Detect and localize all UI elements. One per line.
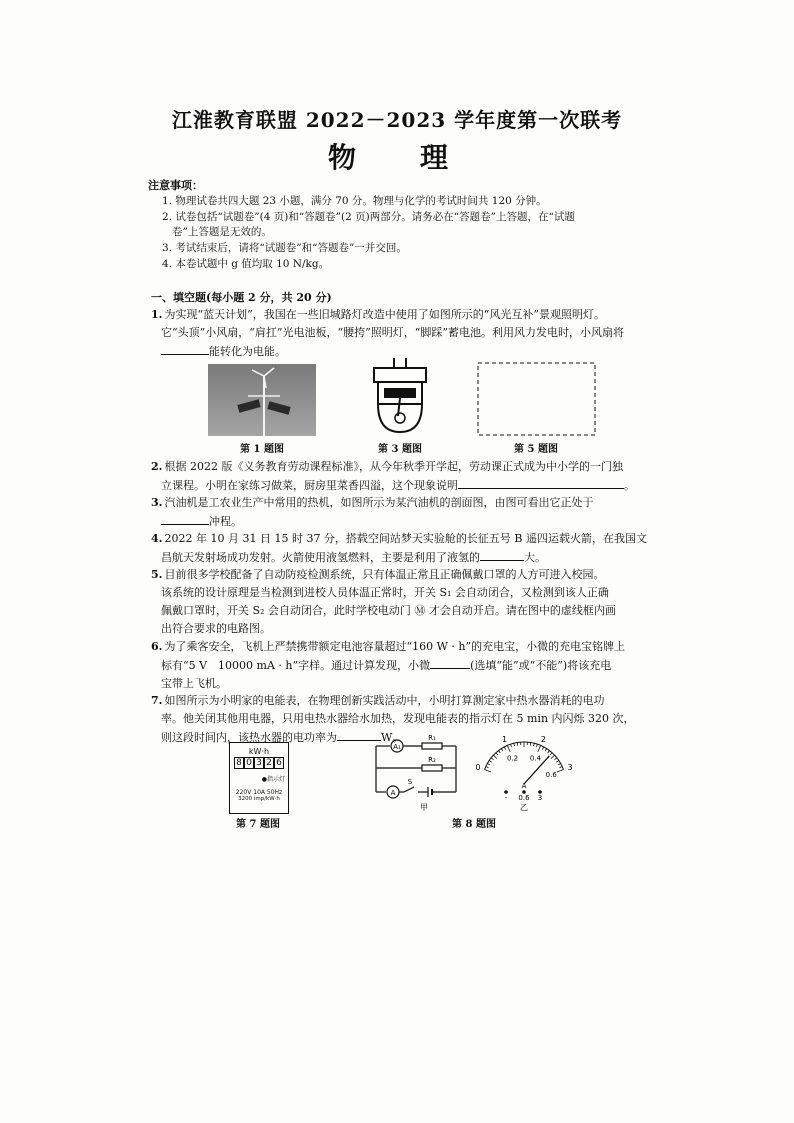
note-item: 卷”上答题是无效的。 [172,226,272,238]
question-text: 它“头顶”小风扇，“肩扛”光电池板，“腰挎”照明灯，“脚踩”蓄电池。利用风力发电时，小风扇将 [161,326,624,339]
ammeter-top-scale-label: 1 [502,735,508,745]
meter-digit: 3 [254,757,264,769]
question-5 [151,566,661,638]
ammeter-tick [491,758,493,760]
question-6 [151,638,661,693]
ammeter-tick [511,744,512,747]
question-number: 5. [151,568,163,581]
ammeter-bottom-scale-label: 0.6 [545,771,557,780]
meter-indicator-label: ●指示灯 [261,776,285,783]
terminal-dot [538,790,542,794]
notes-heading: 注意事项： [148,179,203,192]
meter-digit: 0 [244,757,254,769]
question-text: 冲程。 [209,515,242,528]
ammeter-tick [550,753,552,755]
ammeter-yi-label: 乙 [520,803,528,812]
question-text: 2022 年 10 月 31 日 15 时 37 分，搭载空间站梦天实验舱的长征五号 B 遥四运载火箭，在我国文 [164,532,648,545]
ammeter-tick [533,743,534,746]
ammeter-tick [514,743,515,746]
ammeter-bottom-scale-label: 0.4 [529,754,542,763]
switch-label: S [407,778,413,786]
meter-digit: 2 [264,757,274,769]
ammeter-tick [507,745,510,751]
question-number: 6. [151,640,163,653]
ammeter-tick [542,747,543,750]
subject-title: 物 理 [327,141,466,174]
meter-display [230,757,288,769]
question-text: 能转化为电能。 [209,345,286,358]
question-3 [151,494,661,531]
question-text: 宝带上飞机。 [161,677,227,690]
ammeter-scale [475,735,572,779]
terminal-label: 3 [537,794,543,802]
question-text: 目前很多学校配备了自动防疫检测系统，只有体温正常且正确佩戴口罩的人方可进入校园。 [164,568,605,581]
question-text: 该系统的设计原理是当检测到进校人员体温正常时，开关 S₁ 会自动闭合，又检测到该人正确 [161,586,609,599]
question-number: 7. [151,694,163,707]
meter-unit: kW·h [248,747,270,756]
question-text: W。 [381,731,404,744]
question-text: 大。 [524,551,546,564]
question-4 [151,530,661,567]
street-light-photo [208,364,316,436]
meter-digit: 6 [274,757,284,769]
circuit-drawing-box[interactable] [477,362,597,438]
question-text: 根据 2022 版《义务教育劳动课程标准》，从今年秋季开学起，劳动课正式成为中小学的一门独 [164,460,623,473]
meter-digit: 8 [234,757,244,769]
question-text: 佩戴口罩时，开关 S₂ 会自动闭合，此时学校电动门 Ⓜ 才会自动开启。请在图中的虚线框内画 [161,604,616,617]
figure-1-caption: 第 1 题图 [240,444,284,455]
ammeter-tick [487,763,490,764]
terminal-label: - [504,794,508,802]
ammeter-tick [557,770,564,772]
ammeter-tick [548,751,550,753]
ammeter-tick [556,761,558,763]
note-item: 1. 物理试卷共四大题 23 小题，满分 70 分。物理与化学的考试时间共 120 分钟。 [162,195,547,207]
question-text: 为了乘客安全，飞机上严禁携带额定电池容量超过“160 W · h”的充电宝，小微的充电宝铭牌上 [164,640,626,653]
exam-title: 江淮教育联盟 2022－2023 学年度第一次联考 [171,108,623,132]
ammeter-a1-label: A₁ [393,743,401,751]
question-text: 如图所示为小明家的电能表，在物理创新实践活动中，小明打算测定家中热水器消耗的电功 [164,694,605,707]
question-text: 立课程。小明在家练习做菜，厨房里菜香四溢，这个现象说明 [161,479,458,492]
question-number: 4. [151,532,163,545]
terminal-dot [522,790,526,794]
note-item: 3. 考试结束后，请将“试题卷”和“答题卷”一并交回。 [162,242,407,254]
ammeter-top-scale-label: 0 [475,763,481,773]
ammeter-tick [504,747,505,750]
question-text: 标有“5 V 10000 mA · h”字样。通过计算发现，小微 [161,659,431,672]
figure-7-caption: 第 7 题图 [236,819,280,830]
resistor-r1-label: R₁ [428,734,436,742]
section-heading: 一、填空题(每小题 2 分，共 20 分) [151,291,332,304]
answer-blank[interactable] [430,656,470,669]
answer-blank[interactable] [480,548,524,561]
ammeter-unit: A [521,782,527,790]
ammeter-tick [485,770,492,772]
question-number: 1. [151,308,163,321]
ammeter-tick [499,751,501,753]
ammeter-top-scale-label: 3 [567,763,573,773]
terminal-dot [504,790,508,794]
engine-cross-section-figure [364,358,436,436]
ammeter-tick [559,766,562,767]
ammeter-tick [493,755,497,758]
note-item: 4. 本卷试题中 g 值均取 10 N/kg。 [162,258,330,270]
ammeter-top-scale-label: 2 [540,735,546,745]
ammeter-tick [545,749,547,752]
answer-blank[interactable] [161,512,209,525]
ammeter-a-label: A [390,789,396,797]
ammeter-tick [538,745,541,751]
question-text: 昌航天发射场成功发射。火箭使用液氢燃料，主要是利用了液氢的 [161,551,480,564]
question-text: 为实现“蓝天计划”，我国在一些旧城路灯改造中使用了如图所示的“风光互补”景观照明灯。 [164,308,605,321]
ammeter-tick [501,749,503,752]
figure-5-caption: 第 5 题图 [514,444,558,455]
ammeter-tick [558,763,561,764]
meter-spec: 220V 10A 50Hz [235,789,283,796]
question-2: 2. 根据 2022 版《义务教育劳动课程标准》，从今年秋季开学起，劳动课正式成为中小学的一门独 立课程。小明在家练习做菜，厨房里菜香四溢，这个现象说明 。 [151,460,635,492]
question-text: 则这段时间内，该热水器的电功率为 [161,731,337,744]
ammeter-tick [489,761,491,763]
question-1 [151,306,661,361]
resistor-r2-label: R₂ [428,756,436,764]
energy-meter-figure [229,742,289,814]
answer-blank[interactable] [458,476,624,489]
ammeter-tick [536,744,537,747]
figure-8-caption: 第 8 题图 [452,819,496,830]
circuit-figure-jia [368,732,464,812]
ammeter-tick [496,753,498,755]
question-text: 率。他关闭其他用电器，只用电热水器给水加热，发现电能表的指示灯在 5 min 内闪烁 320 次， [161,712,635,725]
answer-blank[interactable] [161,342,209,355]
meter-imp: 3200 imp/kW·h [238,796,280,802]
ammeter-tick [554,758,556,760]
question-number: 3. [151,496,163,509]
circuit-jia-label: 甲 [420,803,428,812]
terminal-label: 0.6 [518,794,530,802]
figure-3-caption: 第 3 题图 [378,444,422,455]
question-number: 2. [151,460,163,473]
question-text: 汽油机是工农业生产中常用的热机，如图所示为某汽油机的剖面图，由图可看出它正处于 [164,496,594,509]
ammeter-tick [551,755,555,758]
ammeter-dial-figure [474,726,592,812]
note-item: 2. 试卷包括“试题卷”(4 页)和“答题卷”(2 页)两部分。请务必在“答题卷”上答题，在“试题 [162,211,575,223]
question-text: (选填“能”或“不能”)将该充电 [470,659,612,672]
ammeter-tick [486,766,489,767]
ammeter-bottom-scale-label: 0.2 [506,754,519,763]
question-text: 出符合要求的电路图。 [161,622,271,635]
